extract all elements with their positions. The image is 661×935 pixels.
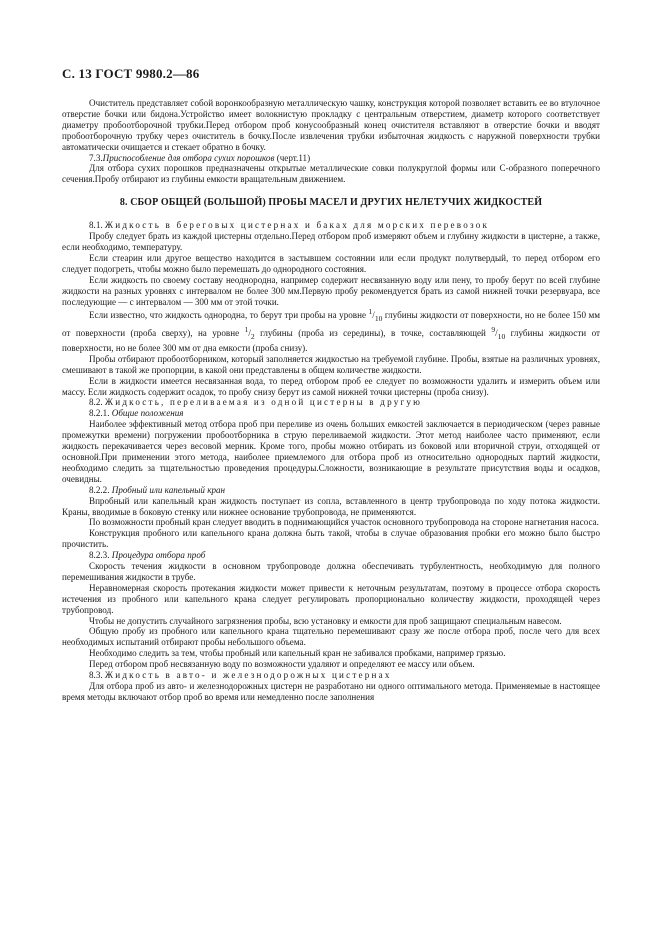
item-number: 8.1. <box>89 220 103 231</box>
item-title: Процедура отбора проб <box>111 550 206 561</box>
subsection-8-1 <box>62 220 600 231</box>
paragraph: По возможности пробный кран следует вводить в поднимающийся участок основного трубопровода на стороне нагнетания насоса. <box>89 517 599 528</box>
item-number: 8.2.2. <box>89 484 110 495</box>
item-title: Жидкость, переливаемая из одной цистерны в другую <box>104 397 423 408</box>
paragraph: Для отбора сухих порошков предназначены открытые металлические совки полукруглой формы или С-образного поперечного сечения.Пробу отбирают из глубины емкости вращательным движением. <box>62 163 600 185</box>
item-title: Приспособление для отбора сухих порошков <box>102 152 275 163</box>
paragraph: Для отбора проб из авто- и железнодорожных цистерн не разработано ни одного оптимального метода. Применяемые в настоящее время методы включают отбор проб во время или немедленно после заполнения <box>62 681 600 702</box>
paragraph: Если жидкость по своему составу неоднородна, например содержит несвязанную воду или пену, то пробу берут по всей глубине жидкости на разных уровнях с интервалом не более 300 мм.Первую пробу рекомендуется брать из самой нижней точки резервуара, все последующие — с интервалом — 300 мм от этой точки. <box>62 274 600 307</box>
item-title: Жидкость в авто- и железнодорожных цистернах <box>104 670 392 681</box>
document-body <box>62 98 600 703</box>
subsection-7-3 <box>62 153 600 164</box>
item-number: 8.2.3. <box>89 550 110 561</box>
paragraph: Очиститель представляет собой воронкообразную металлическую чашку, конструкция которой позволяет вставить ее во втулочное отверстие бочки или бидона.Устройство имеет волокнистую прокладку с центральным отверстием, диаметр которого соответствует диаметру пробоотборочной трубки.Перед отбором проб конусообразный конец очистителя вставляют в отверстие бочки и вводят пробоотборочную трубку через очиститель в бочку.После извлечения трубки избыточная жидкость с наружной поверхности трубки автоматически очищается и стекает обратно в бочку. <box>62 98 600 152</box>
paragraph: Пробу следует брать из каждой цистерны отдельно.Перед отбором проб измеряют объем и глубину жидкости в цистерне, а также, если необходимо, температуру. <box>62 231 600 252</box>
figure-ref: (черт.11) <box>276 152 311 163</box>
paragraph: Скорость течения жидкости в основном трубопроводе должна обеспечивать турбулентность, необходимую для полного перемешивания жидкости в трубе. <box>62 561 600 582</box>
paragraph: Чтобы не допустить случайного загрязнения пробы, всю установку и емкости для проб защищают специальным навесом. <box>89 615 562 626</box>
paragraph: Впробный или капельный кран жидкость поступает из сопла, вставленного в центр трубопровода по ходу потока жидкости. Краны, вводимые в боковую стенку или нижнее основание трубопровода, не применяются. <box>62 495 600 517</box>
item-title: Пробный или капельный кран <box>111 484 226 495</box>
paragraph-levels: Если известно, что жидкость однородна, то берут три пробы на уровне $^1/_{10}$ глубины жидкости от поверхности, но не более 150 мм от поверхности (проба сверху), на уровне $^1/_2$ глубины (проба из середины), в точке, составляющей $^9/_{10}$ глубины жидкости от поверхности, но не более 300 мм от дна емкости (проба снизу). <box>62 307 600 353</box>
paragraph: Пробы отбирают пробоотборником, который заполняется жидкостью на требуемой глубине. Пробы, взятые на различных уровнях, смешивают в такой же пропорции, в какой они представлены в общем количестве жидкости. <box>62 353 600 375</box>
item-title: Общие положения <box>111 408 184 419</box>
subsection-8-2-3 <box>62 550 600 561</box>
item-title: Жидкость в береговых цистернах и баках для морских перевозок <box>104 220 490 231</box>
subsection-8-2-1 <box>62 408 600 419</box>
item-number: 8.3. <box>89 670 103 681</box>
subsection-8-2-2 <box>62 485 600 496</box>
subsection-8-2 <box>62 397 600 408</box>
page-header: С. 13 ГОСТ 9980.2—86 <box>62 66 200 81</box>
paragraph: Наиболее эффективный метод отбора проб при переливе из очень больших емкостей заключается в периодическом (через равные промежутки времени) погружении пробоотборника в струю переливаемой жидкости. Этот метод наиболее часто применяют, если жидкость перекачивается через весовой мерник. Кроме того, пробы можно отбирать из боковой или вторичной струи, отходящей от основной.При применении этого метода, наиболее приемлемого для отбора проб из относительно однородных партий жидкости, необходимо следить за тщательностью проведения процедуры.Сложности, возникающие в результате присутствия воды и осадков, очевидны. <box>62 419 600 484</box>
paragraph: Если в жидкости имеется несвязанная вода, то перед отбором проб ее следует по возможности удалить и измерить объем или массу. Если жидкость содержит осадок, то пробу снизу берут из самой нижней точки цистерны (проба снизу). <box>62 375 600 397</box>
paragraph: Неравномерная скорость протекания жидкости может привести к неточным результатам, поэтому в процессе отбора скорость истечения из пробного или капельного крана следует регулировать пропорционально количеству жидкости, проходящей через трубопровод. <box>62 582 600 615</box>
paragraph: Если стеарин или другое вещество находится в застывшем состоянии или если продукт полутвердый, то перед отбором его следует подогреть, чтобы можно было перемешать до однородного состояния. <box>62 252 600 274</box>
subsection-8-3 <box>62 670 600 681</box>
paragraph: Общую пробу из пробного или капельного крана тщательно перемешивают сразу же после отбора проб, после чего для всех необходимых испытаний отбирают пробы небольшого объема. <box>62 626 600 648</box>
section-heading: 8. СБОР ОБЩЕЙ (БОЛЬШОЙ) ПРОБЫ МАСЕЛ И ДРУГИХ НЕЛЕТУЧИХ ЖИДКОСТЕЙ <box>119 197 543 209</box>
paragraph: Конструкция пробного или капельного крана должна быть такой, чтобы в случае образования пробки его можно было быстро прочистить. <box>62 528 600 550</box>
paragraph: Необходимо следить за тем, чтобы пробный или капельный кран не забивался пробками, например грязью. <box>89 648 506 659</box>
item-number: 8.2. <box>89 397 103 408</box>
paragraph: Перед отбором проб несвязанную воду по возможности удаляют и определяют ее массу или объем. <box>89 659 475 670</box>
item-number: 8.2.1. <box>89 408 110 419</box>
item-number: 7.3. <box>89 152 103 163</box>
